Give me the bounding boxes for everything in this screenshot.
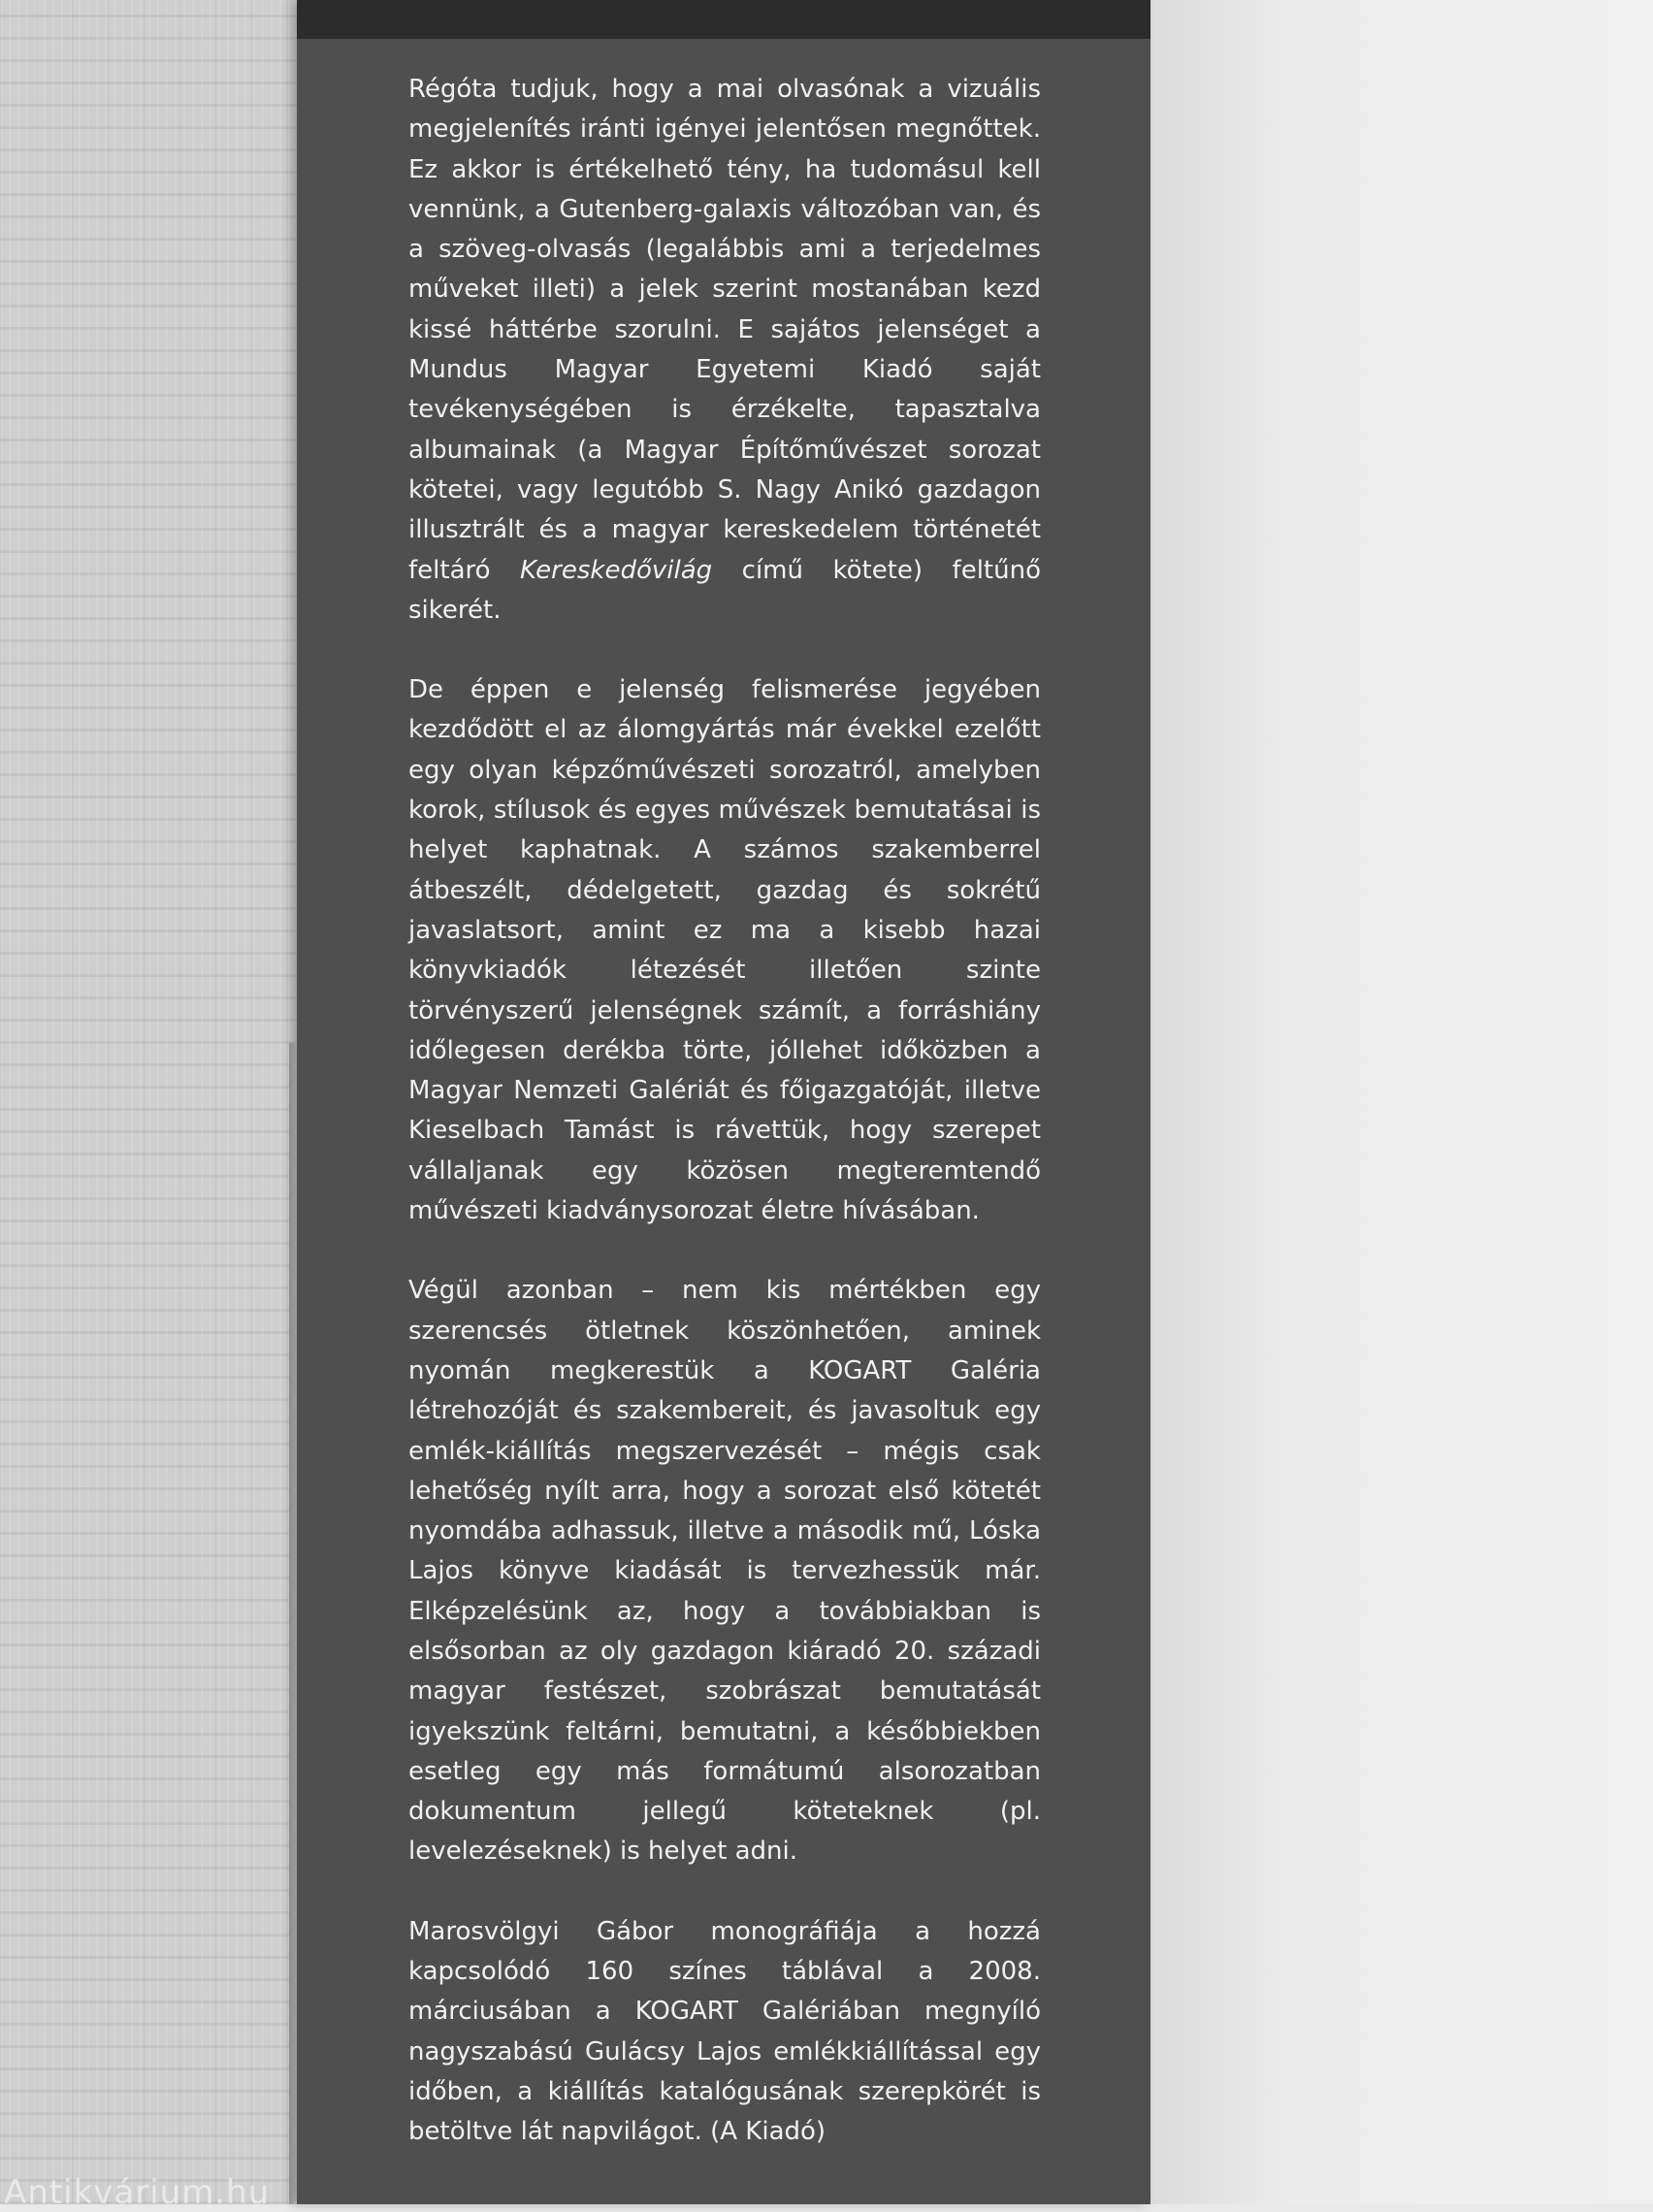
- book-title-italic: Kereskedővilág: [520, 555, 713, 585]
- paragraph-1: Régóta tudjuk, hogy a mai olvasónak a vizuális megjelenítés iránti igényei jelentősen megnőttek. Ez akkor is értékelhető tény, ha tudomásul kell vennünk, a Gutenberg-galaxis változóban van, és a szöveg-olvasás (legalábbis ami a terjedelmes műveket illeti) a jelek szerint mostanában kezd kissé háttérbe szorulni. E sajátos jelenséget a Mundus Magyar Egyetemi Kiadó saját tevékenységében is érzékelte, tapasztalva albumainak (a Magyar Építőművészet sorozat kötetei, vagy legutóbb S. Nagy Anikó gazdagon illusztrált és a magyar kereskedelem történetét feltáró Kereskedővilág című kötete) feltűnő sikerét.: [408, 75, 1041, 625]
- cover-top-band: [297, 0, 1151, 39]
- paragraph-2: De éppen e jelenség felismerése jegyében kezdődött el az álomgyártás már évekkel ezelőtt egy olyan képzőművészeti sorozatról, amelyben korok, stílusok és egyes művészek bemutatásai is helyet kaphatnak. A számos szakemberrel átbeszélt, dédelgetett, gazdag és sokrétű javaslatsort, amint ez ma a kisebb hazai könyvkiadók létezését illetően szinte törvényszerű jelenségnek számít, a forráshiány időlegesen derékba törte, jóllehet időközben a Magyar Nemzeti Galériát és főigazgatóját, illetve Kieselbach Tamást is rávettük, hogy szerepet vállaljanak egy közösen megteremtendő művészeti kiadványsorozat életre hívásában.: [408, 675, 1041, 1226]
- paragraph-3: Végül azonban – nem kis mértékben egy szerencsés ötletnek köszönhetően, aminek nyomán megkerestük a KOGART Galéria létrehozóját és szakembereit, és javasoltuk egy emlék-kiállítás megszervezését – mégis csak lehetőség nyílt arra, hogy a sorozat első kötetét nyomdába adhassuk, illetve a második mű, Lóska Lajos könyve kiadását is tervezhessük már. Elképzelésünk az, hogy a továbbiakban is elsősorban az oly gazdagon kiáradó 20. századi magyar festészet, szobrászat bemutatását igyekszünk feltárni, bemutatni, a későbbiekben esetleg egy más formátumú alsorozatban dokumentum jellegű köteteknek (pl. levelezéseknek) is helyet adni.: [408, 1276, 1041, 1867]
- wood-background: [0, 0, 301, 2204]
- paragraph-4: Marosvölgyi Gábor monográfiája a hozzá kapcsolódó 160 színes táblával a 2008. márciusában a KOGART Galériában megnyíló nagyszabású Gulácsy Lajos emlékkiállítással egy időben, a kiállítás katalógusának szerepkörét is betöltve lát napvilágot. (A Kiadó): [408, 1916, 1041, 2147]
- watermark: Antikvárium.hu: [4, 2173, 271, 2212]
- book-back-cover: [297, 0, 1151, 2204]
- blurb-text: [408, 70, 1041, 2193]
- table-surface: [1151, 0, 1653, 2204]
